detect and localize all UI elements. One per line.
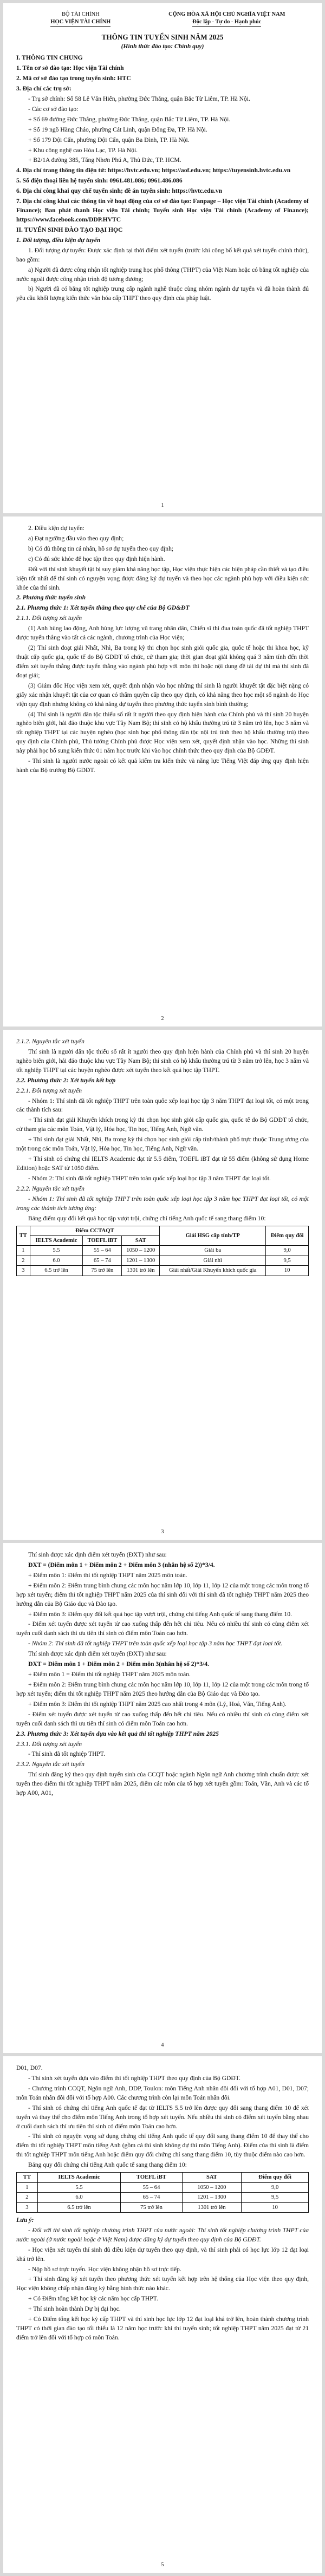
table-cell: 5.5 (30, 1246, 83, 1256)
paragraph: - Nhóm 1: Thí sinh đã tốt nghiệp THPT trên toàn quốc xếp loại học tập 3 năm THPT đạt loại tốt, có một trong các thành tích sau: (16, 1097, 309, 1114)
page-number: 1 (161, 502, 164, 509)
subsection-heading: 2.3.2. Nguyên tắc xét tuyển (16, 1761, 84, 1768)
note-heading: Lưu ý: (16, 2216, 34, 2224)
table-cell: 10 (242, 2202, 309, 2212)
paragraph: 1. Đối tượng dự tuyển: Được xác định tại thời điểm xét tuyển (trước khi công bố kết quả xét tuyển chính thức), bao gồm: (16, 246, 309, 263)
paragraph: (3) Giám đốc Học viện xem xét, quyết định nhận vào học những thí sinh là người khuyết tật đặc biệt nặng có giấy xác nhận khuyết tật của cơ quan có thẩm quyền cấp theo quy định, có khả năng theo học một số ngành do Học viện quy định nhưng không có khả năng dự tuyển theo phương thức tuyển sinh bình thường; (16, 682, 309, 708)
table-cell: 1050 – 1200 (182, 2182, 242, 2192)
paragraph: (4) Thí sinh là người dân tộc thiểu số rất ít người theo quy định hiện hành của Chính phủ và thí sinh 20 huyện nghèo biên giới, hải đảo thuộc khu vực Tây Nam Bộ; thí sinh có hộ khẩu thường trú từ 3 năm trở lên, học 3 năm và tốt nghiệp THPT tại các huyện nghèo (học sinh học phổ thông dân tộc nội trú tính theo hộ khẩu thường trú) theo quy định của Chính phủ, Thủ tướng Chính phủ được Học viện xem xét, quyết định nhận vào học. Những thí sinh này phải học bổ sung kiến thức 01 năm học trước khi vào học chính thức theo quy định của Bộ GDĐT. (16, 710, 309, 755)
table-cell: 65 – 74 (121, 2193, 182, 2202)
address-line: + B2/1A đường 385, Tăng Nhơn Phú A, Thủ Đức, TP. HCM. (28, 156, 181, 164)
paragraph: + Điểm môn 3: Điểm thi tốt nghiệp THPT năm 2025 cao nhất trong 4 môn (Lý, Hoá, Văn, Tiếng Anh). (28, 1700, 287, 1708)
phone-line: 5. Số điện thoại liên hệ tuyển sinh: 0961.481.086; 0961.486.086 (16, 177, 183, 185)
table-cell: Giải ba (160, 1246, 266, 1256)
table-cell: 9,5 (266, 1256, 309, 1265)
address-line: - Các cơ sở đào tạo: (28, 105, 79, 113)
paragraph: + Thí sinh có chứng chỉ IELTS Academic đạt từ 5.5 điểm, TOEFL iBT đạt từ 55 điểm (không sử dụng Home Edition) hoặc SAT từ 1050 điểm. (16, 1155, 309, 1172)
paragraph: + Điểm môn 3: Điểm quy đổi kết quả học tập vượt trội, chứng chỉ tiếng Anh quốc tế sang thang điểm 10. (28, 1610, 292, 1618)
table-header: TT (17, 1226, 30, 1246)
paragraph: + Điểm môn 1: Điểm thi tốt nghiệp THPT năm 2025 môn toán. (28, 1571, 187, 1579)
table-header: Điểm CCTAQT (30, 1226, 160, 1235)
table-subheader: IELTS Academic (30, 1235, 83, 1245)
paragraph: - Thí sinh là người nước ngoài có kết quả kiểm tra kiến thức và năng lực Tiếng Việt đáp ứng quy định hiện hành của Bộ trưởng Bộ GDĐT. (16, 757, 309, 774)
document-page-4 (3, 1543, 322, 2053)
info-line: 2. Mã cơ sở đào tạo trong tuyển sinh: HTC (16, 75, 131, 82)
conversion-table-2 (16, 2172, 309, 2213)
ministry-name: BỘ TÀI CHÍNH (61, 11, 100, 17)
table-cell: 1 (17, 1246, 30, 1256)
paragraph: (2) Thí sinh đoạt giải Nhất, Nhì, Ba trong kỳ thi chọn học sinh giỏi quốc gia, quốc tế hoặc thi khoa học, kỹ thuật cấp quốc gia, quốc tế do Bộ GDĐT tổ chức, cử tham gia; thời gian đoạt giải không quá 3 năm tính đến thời điểm xét tuyển thẳng được tuyển thẳng vào ngành phù hợp với môn thi hoặc nội dung đề tài dự thi mà thí sinh đã đoạt giải; (16, 644, 309, 679)
paragraph: + Điểm môn 2: Điểm trung bình chung các môn học năm lớp 10, lớp 11, lớp 12 của một trong các môn trong tổ hợp xét tuyển; điểm thi tốt nghiệp THPT năm 2025 của thí sinh đối với thí sinh đã tốt nghiệp THPT năm 2025 theo hướng dẫn của Bộ Giáo dục và Đào tạo. (16, 1581, 309, 1607)
table-row (17, 2182, 309, 2192)
table-cell: 55 – 64 (83, 1246, 122, 1256)
paragraph: - Nộp hồ sơ trực tuyến. Học viện không nhận hồ sơ trực tiếp. (28, 2265, 181, 2273)
paragraph: (1) Anh hùng lao động, Anh hùng lực lượng vũ trang nhân dân, Chiến sĩ thi đua toàn quốc đã tốt nghiệp THPT được tuyển thẳng vào tất cả các ngành, chương trình của Học viện; (16, 625, 309, 642)
school-name: HỌC VIỆN TÀI CHÍNH (50, 18, 110, 27)
table-cell: 55 – 64 (121, 2182, 182, 2192)
document-header (16, 11, 309, 27)
table-cell: 75 trở lên (83, 1266, 122, 1276)
table-cell: 9,0 (266, 1246, 309, 1256)
paragraph: - Thí sinh đã tốt nghiệp THPT. (28, 1750, 106, 1758)
document-title: THÔNG TIN TUYỂN SINH NĂM 2025 (101, 33, 224, 42)
table-cell: Giải nhì (160, 1256, 266, 1265)
paragraph: - Thí sinh có chứng chỉ tiếng Anh quốc tế đạt từ IELTS 5.5 trở lên được quy đổi sang thang điểm 10 để xét tuyển và thay thế cho điểm môn Tiếng Anh trong tổ hợp xét tuyển. Nếu nhiều thí sinh có điểm xét tuyển bằng nhau ở cuối danh sách thì ưu tiên thí sinh có điểm môn Toán cao hơn. (16, 2104, 309, 2130)
table-header: TOEFL iBT (121, 2173, 182, 2182)
subsection-heading: 2.1.2. Nguyên tắc xét tuyển (16, 1038, 84, 1045)
address-line: + Số 179 Đội Cấn, phường Đội Cấn, quận Ba Đình, TP. Hà Nội. (28, 136, 190, 143)
table-cell: 10 (266, 1266, 309, 1276)
paragraph: + Có Điểm tổng kết học kỳ cấp THPT và thí sinh học lực lớp 12 đạt loại khá trở lên, hoàn thành chương trình THPT có thời gian đào tạo tối thiểu là 12 năm học trước khi thi tuyển sinh; tốt nghiệp THPT năm 2025 đạt từ 21 điểm trở lên đối với tổ hợp có môn Toán. (16, 2316, 309, 2342)
page-number: 5 (161, 2562, 164, 2568)
table-cell: 3 (17, 2202, 38, 2212)
table-row (17, 2193, 309, 2202)
page-number: 4 (161, 2042, 164, 2049)
table-cell: 2 (17, 1256, 30, 1265)
paragraph: Thí sinh đăng ký theo quy định tuyển sinh của CCQT hoặc ngành Ngôn ngữ Anh chương trình chuẩn được xét tuyển theo điểm thi tốt nghiệp THPT năm 2025, điểm các môn của tổ hợp xét tuyển gồm: Toán, Văn, Anh và các tổ hợp A00, A01, (16, 1771, 309, 1797)
paragraph: Thí sinh được xác định điểm xét tuyển (ĐXT) như sau: (28, 1650, 167, 1658)
paragraph: - Thí sinh có nguyện vọng sử dụng chứng chỉ tiếng Anh quốc tế quy đổi sang thang điểm 10 để thay thế cho điểm thi tốt nghiệp THPT môn tiếng Anh (gồm cả thí sinh không dự thi môn Tiếng Anh). Điểm của thí sinh là điểm thi tốt nghiệp THPT môn tiếng Anh hoặc điểm quy đổi chứng chỉ sang thang điểm 10, tùy thuộc điểm nào cao hơn. (16, 2133, 309, 2159)
paragraph: - Điểm xét tuyển được xét tuyển từ cao xuống thấp đến hết chỉ tiêu. Nếu có nhiều thí sinh có cùng điểm xét tuyển cuối danh sách thì ưu tiên thí sinh có điểm môn Toán cao hơn. (16, 1620, 309, 1637)
paragraph: b) Có đủ thông tin cá nhân, hồ sơ dự tuyển theo quy định; (28, 545, 174, 552)
page-number: 2 (161, 1016, 164, 1022)
subsection-heading: 2.1.1. Đối tượng xét tuyển (16, 614, 82, 622)
table-cell: 6.0 (30, 1256, 83, 1265)
table-cell: 65 – 74 (83, 1256, 122, 1265)
subsection-heading: 1. Đối tượng, điều kiện dự tuyển (16, 236, 101, 244)
document-page-1 (3, 3, 322, 513)
document-page-2 (3, 516, 322, 1027)
country-name: CỘNG HÒA XÃ HỘI CHỦ NGHĨA VIỆT NAM (168, 11, 285, 17)
subsection-heading: 2.3. Phương thức 3: Xét tuyển dựa vào kết quả thi tốt nghiệp THPT năm 2025 (16, 1730, 219, 1737)
paragraph: a) Người đã được công nhận tốt nghiệp trung học phổ thông (THPT) của Việt Nam hoặc có bằng tốt nghiệp của nước ngoài được công nhận trình độ tương đương; (16, 266, 309, 283)
table-cell: 3 (17, 1266, 30, 1276)
table-header: SAT (182, 2173, 242, 2182)
table-cell: 6.5 trở lên (30, 1266, 83, 1276)
document-page-5 (3, 2056, 322, 2573)
subsection-heading: 2.3.1. Đối tượng xét tuyển (16, 1740, 82, 1748)
table-row (17, 1256, 309, 1265)
table-cell: Giải nhất/Giải Khuyến khích quốc gia (160, 1266, 266, 1276)
paragraph: a) Đạt ngưỡng đầu vào theo quy định; (28, 534, 124, 542)
section-heading: I. THÔNG TIN CHUNG (16, 54, 83, 62)
paragraph: c) Có đủ sức khỏe để học tập theo quy định hiện hành. (28, 555, 165, 563)
table-row (17, 2202, 309, 2212)
regulation-link-line[interactable]: 6. Địa chỉ công khai quy chế tuyển sinh; đề án tuyển sinh: https://hvtc.edu.vn (16, 187, 223, 195)
paragraph: b) Người đã có bằng tốt nghiệp trung cấp ngành nghề thuộc cùng nhóm ngành dự tuyển và đã hoàn thành đủ yêu cầu khối lượng kiến thức văn hóa cấp THPT theo quy định của pháp luật. (16, 285, 309, 302)
formula: ĐXT = (Điểm môn 1 + Điểm môn 2 + Điểm môn 3 (nhân hệ số 2))*3/4. (28, 1561, 215, 1568)
paragraph: + Thí sinh hoàn thành Dự bị đại học. (28, 2305, 121, 2313)
paragraph: - Học viện xét tuyển thí sinh đủ điều kiện dự tuyển theo quy định, và thí sinh phải có học lực lớp 12 đạt loại khá trở lên. (16, 2246, 309, 2263)
subsection-heading: 2. Phương thức tuyển sinh (16, 594, 86, 601)
address-line: + Số 19 ngõ Hàng Cháo, phường Cát Linh, quận Đống Đa, TP. Hà Nội. (28, 126, 207, 133)
subsection-heading: 2.2.1. Đối tượng xét tuyển (16, 1087, 82, 1094)
table-header: Điểm quy đổi (266, 1226, 309, 1246)
paragraph: Thí sinh là người dân tộc thiểu số rất ít người theo quy định hiện hành của Chính phủ và thí sinh 20 huyện nghèo biên giới, hải đảo thuộc khu vực Tây Nam Bộ; thí sinh có hộ khẩu thường trú từ 3 năm trở lên, học 3 năm và tốt nghiệp THPT tại các huyện nghèo được xét tuyển theo kết quả học tập THPT. (16, 1048, 309, 1074)
document-subtitle: (Hình thức đào tạo: Chính quy) (121, 43, 204, 50)
paragraph: Bảng điểm quy đổi kết quả học tập vượt trội, chứng chỉ tiếng Anh quốc tế sang thang điểm 10: (28, 1214, 266, 1222)
table-cell: 1301 trở lên (122, 1266, 160, 1276)
table-cell: 2 (17, 2193, 38, 2202)
document-page-3 (3, 1030, 322, 1540)
paragraph: - Điểm xét tuyển được xét tuyển từ cao xuống thấp đến hết chỉ tiêu. Nếu có nhiều thí sinh có cùng điểm xét tuyển cuối danh sách thì ưu tiên thí sinh có điểm môn Toán cao hơn. (16, 1710, 309, 1727)
table-cell: 1301 trở lên (182, 2202, 242, 2212)
paragraph: - Đối với thí sinh tốt nghiệp chương trình THPT của nước ngoài: Thí sinh tốt nghiệp chương trình THPT của nước ngoài (ở nước ngoài hoặc ở Việt Nam) được đăng ký dự tuyển theo quy định của Bộ GDĐT. (16, 2226, 309, 2243)
table-subheader: SAT (122, 1235, 160, 1245)
paragraph: - Thí sinh xét tuyển dựa vào điểm thi tốt nghiệp THPT theo quy định của Bộ GDĐT. (28, 2074, 240, 2082)
paragraph: Bảng quy đổi chứng chỉ tiếng Anh quốc tế sang thang điểm 10: (28, 2161, 187, 2169)
paragraph: + Điểm môn 1 = Điểm thi tốt nghiệp THPT năm 2025 môn toán. (28, 1671, 191, 1678)
paragraph: + Thí sinh đạt giải Nhất, Nhì, Ba trong kỳ thi chọn học sinh giỏi cấp tỉnh/thành phố trực thuộc Trung ương của một trong các môn Toán, Vật lý, Hóa học, Tin học, Tiếng Anh, Ngữ văn. (16, 1136, 309, 1153)
address-line: + Số 69 đường Đức Thắng, phường Đức Thắng, quận Bắc Từ Liêm, TP. Hà Nội. (28, 115, 231, 123)
table-header: IELTS Academic (37, 2173, 121, 2182)
table-cell: 1201 – 1300 (182, 2193, 242, 2202)
conversion-table-1 (16, 1226, 309, 1276)
subsection-heading: 2.2. Phương thức 2: Xét tuyển kết hợp (16, 1076, 116, 1084)
table-cell: 6.5 trở lên (37, 2202, 121, 2212)
paragraph: - Nhóm 1: Thí sinh đã tốt nghiệp THPT trên toàn quốc xếp loại học tập 3 năm học THPT đạt loại tốt, có một trong các thành tích tương ứng: (16, 1195, 309, 1212)
table-header: TT (17, 2173, 38, 2182)
paragraph: + Thí sinh đạt giải Khuyến khích trong kỳ thi chọn học sinh giỏi cấp quốc gia, quốc tế do Bộ GDĐT tổ chức, cử tham gia các môn Toán, Vật lý, Hóa học, Tin học, Tiếng Anh, Ngữ văn. (16, 1116, 309, 1133)
table-cell: 75 trở lên (121, 2202, 182, 2212)
formula: ĐXT = Điểm môn 1 + Điểm môn 2 + Điểm môn 3(nhân hệ số 2)*3/4. (28, 1660, 209, 1668)
table-header: Điểm quy đổi (242, 2173, 309, 2182)
table-cell: 1050 – 1200 (122, 1246, 160, 1256)
subsection-heading: 2.2.2. Nguyên tắc xét tuyển (16, 1185, 84, 1192)
table-cell: 9,0 (242, 2182, 309, 2192)
paragraph: - Chương trình CCQT, Ngôn ngữ Anh, DDP, Toulon: môn Tiếng Anh nhân đôi đối với tổ hợp A01, D01, D07; môn Toán nhân đôi đối với tổ hợp A00. Các chương trình còn lại môn Toán nhân đôi. (16, 2084, 309, 2101)
paragraph: + Thí sinh đăng ký xét tuyển theo phương thức xét tuyển kết hợp trên hệ thống của Học viện theo quy định, Học viện không chấp nhận đăng ký bằng hình thức nào khác. (16, 2276, 309, 2292)
info-line: 1. Tên cơ sở đào tạo: Học viện Tài chính (16, 64, 124, 72)
paragraph: 2. Điều kiện dự tuyển: (28, 525, 84, 532)
address-line: - Trụ sở chính: Số 58 Lê Văn Hiến, phường Đức Thắng, quận Bắc Từ Liêm, TP. Hà Nội. (28, 95, 250, 102)
paragraph: - Nhóm 2: Thí sinh đã tốt nghiệp THPT trên toàn quốc xếp loại học tập 3 năm THPT đạt loại tốt. (28, 1174, 271, 1182)
paragraph: D01, D07. (16, 2064, 43, 2071)
page-number: 3 (161, 1529, 164, 1535)
website-line[interactable]: 4. Địa chỉ trang thông tin điện tử: https://hvtc.edu.vn; https://aof.edu.vn; https://tuyensinh.hvtc.edu.vn (16, 167, 291, 174)
table-cell: 9,5 (242, 2193, 309, 2202)
table-row (17, 1246, 309, 1256)
section-heading: II. TUYỂN SINH ĐÀO TẠO ĐẠI HỌC (16, 226, 123, 233)
table-cell: 1201 – 1300 (122, 1256, 160, 1265)
paragraph: + Điểm môn 2: Điểm trung bình chung các môn học năm lớp 10, lớp 11, lớp 12 của một trong các môn trong tổ hợp xét tuyển; điểm thi tốt nghiệp THPT năm 2025 theo hướng dẫn của Bộ Giáo dục và Đào tạo. (16, 1681, 309, 1697)
table-row (17, 1266, 309, 1276)
paragraph: + Có Điểm tổng kết học kỳ các năm học cấp THPT. (28, 2295, 158, 2303)
table-cell: 1 (17, 2182, 38, 2192)
address-line: + Khu công nghệ cao Hòa Lạc, TP. Hà Nội. (28, 146, 138, 154)
paragraph: Đối với thí sinh khuyết tật bị suy giảm khả năng học tập, Học viện thực hiện các biện pháp cần thiết và tạo điều kiện tốt nhất để thí sinh có nguyện vọng được đăng ký dự tuyển và theo học các ngành phù hợp với điều kiện sức khỏe của thí sinh. (16, 565, 309, 591)
subsection-heading: 2.1. Phương thức 1: Xét tuyển thẳng theo quy chế của Bộ GD&ĐT (16, 604, 190, 612)
table-header: Giải HSG cấp tỉnh/TP (160, 1226, 266, 1246)
national-motto: Độc lập - Tự do - Hạnh phúc (192, 18, 261, 27)
info-line: 3. Địa chỉ các trụ sở: (16, 84, 72, 92)
paragraph: Thí sinh được xác định điểm xét tuyển (ĐXT) như sau: (28, 1551, 167, 1558)
public-info-line[interactable]: 7. Địa chỉ công khai các thông tin về hoạt động của cơ sở đào tạo: Fanpage – Học viện Tài chính (Academy of Finance); Ban phát thanh Học viện Tài chính; Tuyển sinh Học viện Tài chính (Academy of Finance); https://www.facebook.com/DDP.HVTC (16, 198, 309, 223)
table-subheader: TOEFL iBT (83, 1235, 122, 1245)
paragraph: - Nhóm 2: Thí sinh đã tốt nghiệp THPT trên toàn quốc xếp loại học tập 3 năm học THPT đạt loại tốt. (28, 1640, 283, 1647)
table-cell: 5.5 (37, 2182, 121, 2192)
table-cell: 6.0 (37, 2193, 121, 2202)
